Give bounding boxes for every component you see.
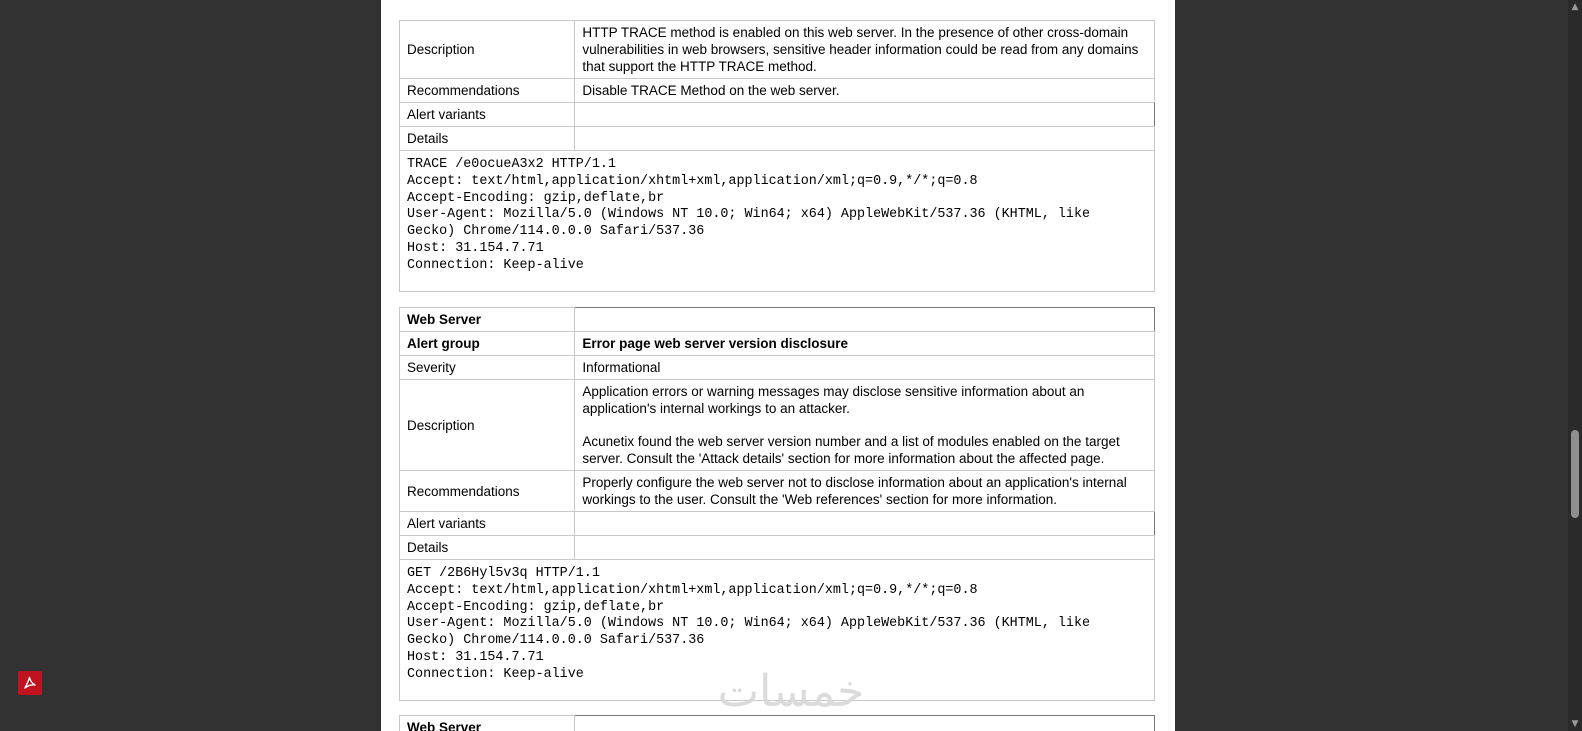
recommendations-value: Properly configure the web server not to disclose information about an application's internal workings to the user. Consult the 'Web references' section for more information. <box>575 471 1155 512</box>
http-request-code: GET /2B6Hyl5v3q HTTP/1.1 Accept: text/html,application/xhtml+xml,application/xml;q=0.9,*/*;q=0.8 Accept-Encoding: gzip,deflate,br User-Agent: Mozilla/5.0 (Windows NT 10.0; Win64; x64) AppleWebKit/537.36 (KHTML, like Gecko) Chrome/114.0.0.0 Safari/537.36 Host: 31.154.7.71 Connection: Keep-alive <box>407 566 1091 682</box>
http-request-code: TRACE /e0ocueA3x2 HTTP/1.1 Accept: text/html,application/xhtml+xml,application/xml;q=0.9,*/*;q=0.8 Accept-Encoding: gzip,deflate,br User-Agent: Mozilla/5.0 (Windows NT 10.0; Win64; x64) AppleWebKit/537.36 (KHTML, like Gecko) Chrome/114.0.0.0 Safari/537.36 Host: 31.154.7.71 Connection: Keep-alive <box>407 157 1091 273</box>
alert-variants-label: Alert variants <box>400 103 575 127</box>
table-row <box>400 308 1155 332</box>
web-server-label: Web Server <box>400 308 575 332</box>
description-label: Description <box>400 380 575 471</box>
alert-group-value: Error page web server version disclosure <box>575 332 1155 356</box>
alert-variants-label: Alert variants <box>400 512 575 536</box>
scroll-up-arrow-icon[interactable]: ▲ <box>1571 2 1579 12</box>
web-server-label: Web Server <box>400 716 575 731</box>
web-server-value <box>575 308 1155 332</box>
table-row <box>400 512 1155 536</box>
table-row <box>400 536 1155 560</box>
table-row <box>400 127 1155 151</box>
pdf-icon[interactable] <box>18 671 42 695</box>
description-value: HTTP TRACE method is enabled on this web server. In the presence of other cross-domain vulnerabilities in web browsers, sensitive header information could be read from any domains that support the HTTP TRACE method. <box>575 21 1155 79</box>
acrobat-icon <box>22 675 38 691</box>
details-value <box>575 127 1155 151</box>
table-row <box>400 471 1155 512</box>
severity-label: Severity <box>400 356 575 380</box>
recommendations-label: Recommendations <box>400 471 575 512</box>
severity-value: Informational <box>575 356 1155 380</box>
description-value <box>575 380 1155 471</box>
description-paragraph: Acunetix found the web server version number and a list of modules enabled on the target server. Consult the 'Attack details' section for more information about the affected page. <box>582 434 1120 466</box>
details-label: Details <box>400 536 575 560</box>
recommendations-label: Recommendations <box>400 79 575 103</box>
scrollbar-thumb[interactable] <box>1571 430 1579 518</box>
request-details-cell <box>400 151 1155 292</box>
table-row <box>400 356 1155 380</box>
pdf-page <box>381 0 1175 731</box>
table-row <box>400 103 1155 127</box>
table-row <box>400 716 1155 731</box>
description-label: Description <box>400 21 575 79</box>
scroll-down-arrow-icon[interactable]: ▼ <box>1571 719 1579 729</box>
alert-table-trace <box>399 20 1155 292</box>
table-row <box>400 380 1155 471</box>
recommendations-value: Disable TRACE Method on the web server. <box>575 79 1155 103</box>
table-row <box>400 332 1155 356</box>
web-server-value <box>575 716 1155 731</box>
table-row <box>400 21 1155 79</box>
details-label: Details <box>400 127 575 151</box>
alert-table-next <box>399 715 1155 731</box>
table-row <box>400 151 1155 292</box>
vertical-scrollbar[interactable] <box>1568 0 1582 731</box>
details-value <box>575 536 1155 560</box>
description-paragraph: Application errors or warning messages may disclose sensitive information about an application's internal workings to an attacker. <box>582 384 1085 416</box>
watermark-logo: خمسات <box>717 666 865 717</box>
alert-variants-value <box>575 512 1155 536</box>
table-row <box>400 79 1155 103</box>
alert-group-label: Alert group <box>400 332 575 356</box>
alert-table-version-disclosure <box>399 307 1155 701</box>
alert-variants-value <box>575 103 1155 127</box>
